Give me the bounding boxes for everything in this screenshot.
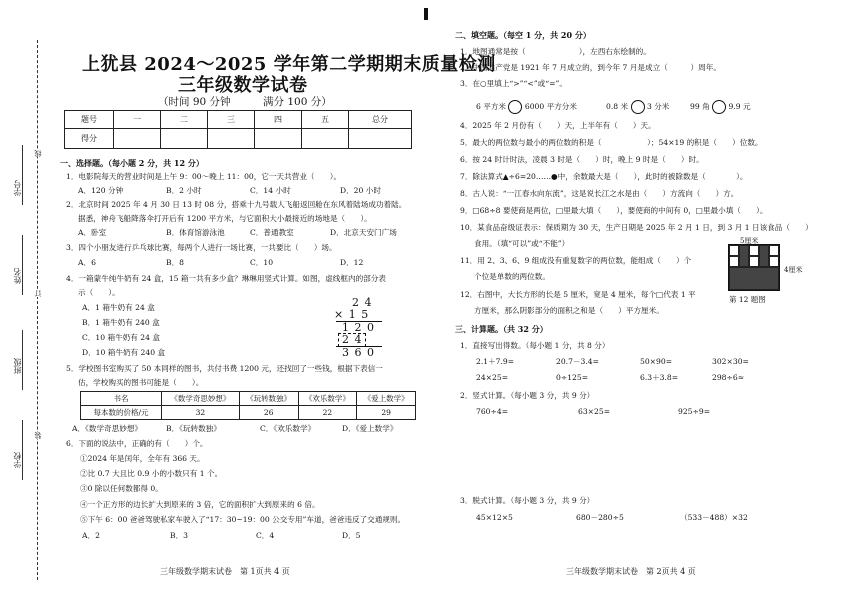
step-calc-item: （533－488）×32 [680, 513, 748, 522]
step-calc-item: 45×12×5 [476, 513, 513, 522]
exam-subtitle: 三年级数学试卷 [178, 75, 308, 96]
q6-option-c: C．4 [256, 531, 275, 540]
q6-text: 6．下面的说法中，正确的有（ ）个。 [66, 439, 208, 448]
binding-label-school: 学校 [13, 452, 22, 468]
fig-shade [759, 245, 769, 267]
binding-label-class: 班级 [13, 358, 22, 374]
score-header: 总分 [349, 111, 412, 129]
score-header: 四 [255, 111, 302, 129]
fill-q9: 9．□68÷8 要使商是两位，□里最大填（ ），要使商的中间有 0，□里最小填（ ）。 [460, 206, 768, 215]
fig-cell [749, 245, 759, 256]
q3-option-d: D．12 [340, 258, 364, 267]
step-calc-item: 680－280÷5 [576, 513, 624, 522]
footer-page1: 三年级数学期末试卷 第 1页共 4 页 [160, 567, 290, 576]
calc-item: 0÷125= [556, 373, 589, 382]
score-cell[interactable] [161, 129, 208, 149]
q2-text-line1: 2．北京时间 2025 年 4 月 30 日 13 时 08 分，搭乘十九号载人飞船返回舱在东风着陆场成功着陆。 [66, 200, 407, 209]
compare-1 [476, 100, 577, 114]
calc-item: 24×25= [476, 373, 509, 382]
vert-line5: 3 6 0 [342, 346, 375, 359]
q6-option-d: D．5 [342, 531, 361, 540]
binding-mark-line: 线 [34, 150, 42, 157]
q1-text: 1．电影院每天的营业时间是上午 9：00～晚上 11：00，它一天共营业（ ）。 [66, 172, 342, 181]
q3-option-b: B．8 [166, 258, 185, 267]
calc-item: 302×30= [712, 357, 749, 366]
fig-right-label: 4厘米 [784, 266, 803, 274]
vertical-calc-item: 63×25= [578, 407, 611, 416]
q3-text: 3．四个小朋友进行乒乓球比赛，每两个人进行一场比赛，一共要比（ ）场。 [66, 243, 337, 252]
q4-option-b: B．1 箱牛奶有 240 盒 [82, 318, 160, 327]
fill-q10-line1: 10．某食品奋级证表示：保质期为 30 天，生产日期是 2025 年 2 月 1 日，到 3 月 1 日该食品（ ） [460, 223, 813, 232]
compare-right: 3 分米 [646, 102, 670, 111]
q1-option-a: A．120 分钟 [78, 186, 124, 195]
book-table-cell: 《玩转数独》 [239, 392, 298, 406]
section2-heading: 二、填空题。（每空 1 分，共 20 分） [455, 30, 591, 40]
vert-line3: 1 2 0 [342, 321, 375, 334]
score-header: 一 [114, 111, 161, 129]
q2-option-a: A．卧室 [78, 228, 107, 237]
score-header: 二 [161, 111, 208, 129]
compare-circle[interactable] [631, 100, 645, 114]
fig-cell [729, 256, 739, 267]
q6-option-a: A．2 [82, 531, 100, 540]
compare-left: 99 角 [690, 102, 710, 111]
vertical-calc-item: 760÷4= [476, 407, 509, 416]
q6-statement-4: ④一个正方形的边长扩大到原来的 3 倍，它的面积扩大到原来的 6 倍。 [80, 500, 320, 509]
exam-title: 上犹县 2024～2025 学年第二学期期末质量检测 [82, 54, 496, 75]
fill-q5: 5．最大的两位数与最小的两位数的积是（ ）；54×19 的积是（ ）位数。 [460, 138, 763, 147]
score-row-label: 得分 [65, 129, 114, 149]
fold-mark [424, 8, 428, 20]
fig-shade [739, 245, 749, 267]
score-cell[interactable] [302, 129, 349, 149]
q3-option-a: A．6 [78, 258, 96, 267]
fill-q6: 6．按 24 时计时法，凌晨 3 时是（ ）时，晚上 9 时是（ ）时。 [460, 155, 704, 164]
binding-mark-seal: 装 [34, 432, 42, 439]
score-header: 五 [302, 111, 349, 129]
q2-option-d: D．北京天安门广场 [330, 228, 397, 237]
q4-option-a: A．1 箱牛奶有 24 盒 [82, 303, 155, 312]
fill-q4: 4．2025 年 2 月份有（ ）天，上半年有（ ）天。 [460, 121, 656, 130]
score-cell[interactable] [208, 129, 255, 149]
vert-line2: × 1 5 [334, 308, 370, 321]
fig-top-label: 5厘米 [740, 237, 759, 245]
calc-item: 6.3＋3.8= [640, 373, 679, 382]
book-table-cell: 《数学奇思妙想》 [162, 392, 240, 406]
fig-cell [749, 256, 759, 267]
score-table [64, 110, 412, 149]
fill-q3: 3．在○里填上“>”“<”或“=”。 [460, 79, 567, 88]
compare-left: 6 平方米 [476, 102, 507, 111]
q4-option-c: C．10 箱牛奶有 24 盒 [82, 333, 160, 342]
q2-text-line2: 据悉，神舟飞船降落伞打开后有 1200 平方米，与它面积大小最接近的场地是（ ）。 [78, 214, 372, 223]
vert-line1: 2 4 [352, 296, 373, 309]
score-cell[interactable] [114, 129, 161, 149]
q6-statement-2: ②比 0.7 大且比 0.9 小的小数只有 1 个。 [80, 469, 223, 478]
section1-heading: 一、选择题。（每小题 2 分，共 12 分） [60, 158, 204, 168]
fig-cell [729, 245, 739, 256]
fill-q2: 2．中国共产党是 1921 年 7 月成立的，到今年 7 月是成立（ ）周年。 [460, 63, 721, 72]
book-table-cell: 29 [357, 406, 416, 420]
exam-time: （时间 90 分钟 [158, 96, 231, 108]
vertical-calc-item: 925÷9= [678, 407, 711, 416]
fig-caption: 第 12 题图 [729, 295, 766, 304]
calc-item: 50×90= [640, 357, 673, 366]
fill-q11-line1: 11．用 2、3、6、9 组成没有重复数字的两位数，能组成（ ）个 [460, 256, 692, 265]
q6-statement-3: ③0 除以任何数都得 0。 [80, 484, 163, 493]
q5-option-d: D．《爱上数学》 [342, 424, 398, 433]
compare-right: 9.9 元 [728, 102, 751, 111]
q5-text-line2: 估，学校购买的图书可能是（ ）。 [78, 378, 204, 387]
q1-option-d: D．20 小时 [340, 186, 381, 195]
fill-q11-line2: 个位是单数的两位数。 [474, 272, 550, 281]
q6-statement-1: ①2024 年是闰年，全年有 366 天。 [80, 454, 205, 463]
calc-part1: 1．直接写出得数。（每小题 1 分，共 8 分） [460, 341, 610, 350]
binding-field-name[interactable] [22, 235, 23, 295]
q4-text-line2: 示（ ）。 [78, 288, 120, 297]
compare-2 [606, 100, 669, 114]
score-cell[interactable] [255, 129, 302, 149]
q5-option-c: C．《欢乐数学》 [260, 424, 316, 433]
binding-field-number[interactable] [22, 145, 23, 205]
book-table-cell: 每本数的价格/元 [81, 406, 162, 420]
binding-mark-order: 订 [34, 290, 42, 297]
calc-item: 298÷6≈ [712, 373, 745, 382]
book-table-cell: 《欢乐数学》 [298, 392, 357, 406]
score-cell[interactable] [349, 129, 412, 149]
q2-option-b: B．体育馆游泳池 [166, 228, 225, 237]
book-table-cell: 32 [162, 406, 240, 420]
q2-option-c: C．普通教室 [250, 228, 294, 237]
q12-figure [728, 244, 780, 291]
binding-dashed-line [37, 40, 38, 580]
q1-option-b: B．2 小时 [166, 186, 202, 195]
calc-part3: 3．脱式计算。（每小题 3 分，共 9 分） [460, 496, 595, 505]
compare-circle[interactable] [712, 100, 726, 114]
fig-cell [769, 256, 779, 267]
fill-q12-line2: 方厘米，那么阴影部分的面积之和是（ ）平方厘米。 [474, 306, 664, 315]
binding-field-school[interactable] [22, 420, 23, 480]
book-table-cell: 《爱上数学》 [357, 392, 416, 406]
calc-part2: 2．竖式计算。（每小题 3 分，共 9 分） [460, 391, 595, 400]
fig-cell [769, 245, 779, 256]
binding-label-name: 姓名 [13, 268, 22, 284]
book-table-cell: 22 [298, 406, 357, 420]
calc-item: 2.1＋7.9= [476, 357, 515, 366]
q1-option-c: C．14 小时 [250, 186, 291, 195]
binding-field-class[interactable] [22, 330, 23, 390]
fill-q7: 7．除法算式▲÷6=20……●中，余数最大是（ ），此时的被除数是（ ）。 [460, 172, 748, 181]
fig-shade [729, 267, 779, 290]
compare-3 [690, 100, 751, 114]
q3-option-c: C．10 [250, 258, 274, 267]
book-price-table [80, 391, 416, 420]
compare-left: 0.8 米 [606, 102, 629, 111]
section3-heading: 三、计算题。（共 32 分） [455, 324, 548, 334]
q6-statement-5: ⑤下午 6：00 爸爸驾驶私家车驶入了“17：30~19：00 公交专用”车道，爸爸违反了交通规则。 [80, 515, 406, 524]
fill-q1: 1．地图通常是按（ ），左西右东绘制的。 [460, 47, 651, 56]
compare-circle[interactable] [508, 100, 522, 114]
fill-q10-line2: 食用。（填“可以”或“不能”） [474, 239, 570, 248]
q5-option-a: A．《数学奇思妙想》 [72, 424, 143, 433]
fill-q8: 8．古人说：“一江春水向东流”，这是说长江之水是由（ ）方流向（ ）方。 [460, 189, 739, 198]
vert-line4: 2 4 [342, 333, 363, 346]
compare-right: 6000 平方分米 [524, 102, 577, 111]
q6-option-b: B．3 [170, 531, 189, 540]
book-table-cell: 26 [239, 406, 298, 420]
q4-text-line1: 4．一箱蒙牛纯牛奶有 24 盒，15 箱一共有多少盒？琳琳用竖式计算。如图，虚线框内的部分表 [66, 274, 386, 283]
calc-item: 20.7－3.4= [556, 357, 599, 366]
footer-page2: 三年级数学期末试卷 第 2页共 4 页 [566, 567, 696, 576]
score-header: 题号 [65, 111, 114, 129]
fill-q12-line1: 12．右图中，大长方形的长是 5 厘米，宽是 4 厘米，每个□代表 1 平 [460, 290, 696, 299]
binding-label-number: 学号 [13, 180, 22, 196]
exam-full-score: 满分 100 分） [263, 96, 332, 108]
book-table-cell: 书名 [81, 392, 162, 406]
score-header: 三 [208, 111, 255, 129]
q5-option-b: B．《玩转数独》 [166, 424, 221, 433]
q4-option-d: D．10 箱牛奶有 240 盒 [82, 348, 166, 357]
q5-text-line1: 5．学校图书室购买了 50 本同样的图书，共付书费 1200 元，还找回了一些钱，根据下表信一 [66, 364, 383, 373]
